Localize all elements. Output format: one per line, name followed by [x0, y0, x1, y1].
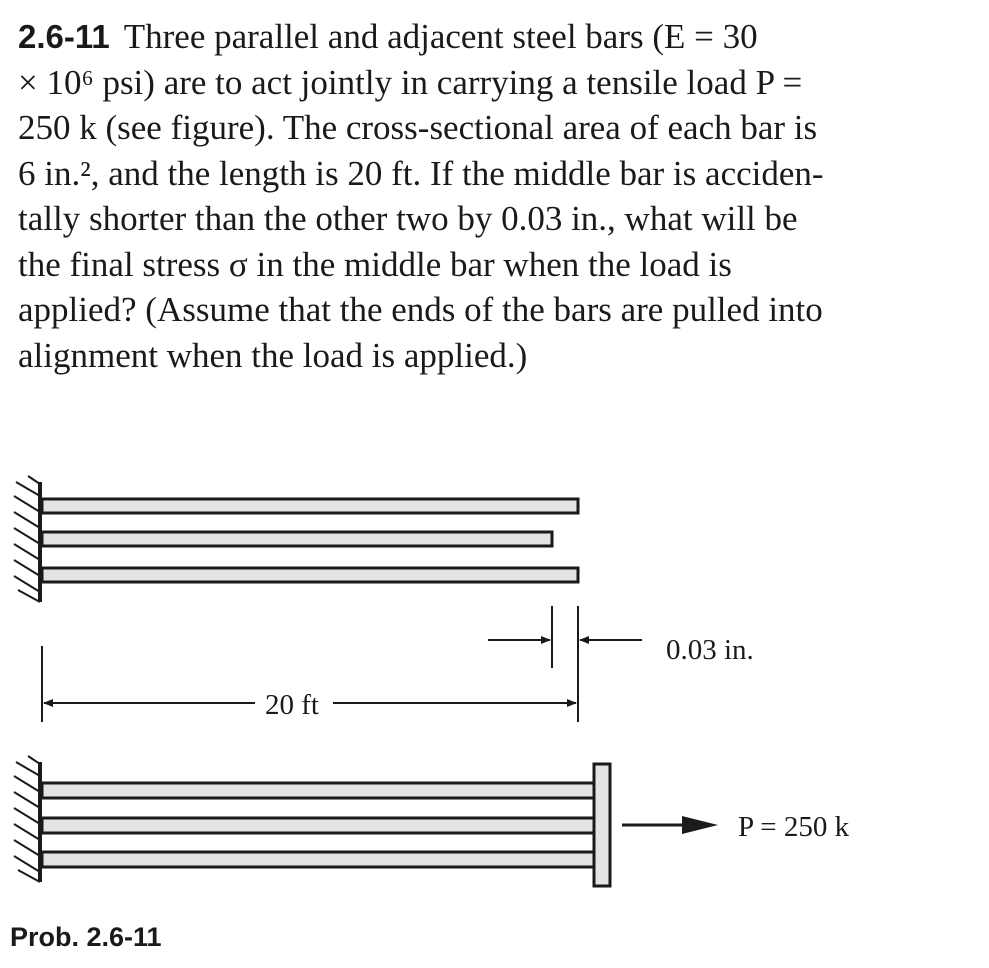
top-bar-outer-1 [42, 499, 578, 513]
top-wall-support [14, 476, 40, 602]
bottom-bar-middle [42, 818, 594, 833]
bottom-wall-support [14, 756, 40, 882]
gap-dimension [488, 606, 642, 722]
length-label: 20 ft [265, 689, 319, 721]
problem-line-2: × 10⁶ psi) are to act jointly in carrying a tensile load P = [18, 62, 803, 102]
problem-line-3: 250 k (see figure). The cross-sectional area of each bar is [18, 108, 818, 147]
top-bar-middle [42, 532, 552, 546]
bottom-bar-outer-1 [42, 783, 594, 798]
problem-line-1: 2.6-11 Three parallel and adjacent steel bars (E = 30 [18, 17, 758, 56]
bars-figure [0, 460, 989, 900]
problem-line-6: the final stress σ in the middle bar when the load is [18, 244, 732, 284]
end-plate [594, 764, 610, 886]
problem-number: 2.6-11 [18, 18, 110, 55]
problem-line-8: alignment when the load is applied.) [18, 335, 528, 375]
load-label: P = 250 k [738, 811, 850, 843]
gap-label: 0.03 in. [666, 634, 754, 666]
problem-statement [18, 14, 938, 378]
load-arrow [622, 816, 718, 834]
problem-line-5: tally shorter than the other two by 0.03 in., what will be [18, 199, 798, 238]
figure-caption: Prob. 2.6-11 [10, 922, 162, 952]
bottom-bar-outer-2 [42, 852, 594, 867]
problem-line-4: 6 in.², and the length is 20 ft. If the middle bar is acciden- [18, 153, 824, 193]
problem-line-7: applied? (Assume that the ends of the bars are pulled into [18, 290, 823, 329]
top-bar-outer-2 [42, 568, 578, 582]
